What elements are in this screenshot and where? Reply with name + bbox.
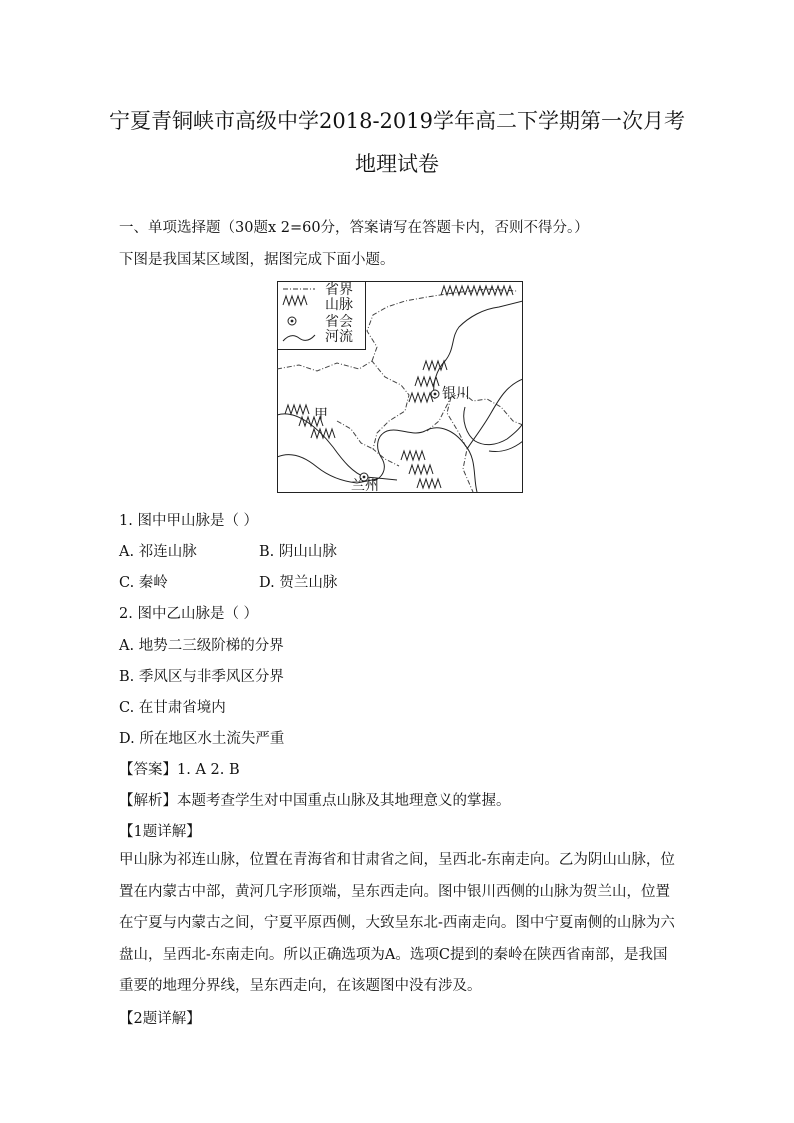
- question-2-option-c: C. 在甘肃省境内: [119, 700, 226, 716]
- question-1-option-a: A. 祁连山脉: [119, 544, 197, 560]
- answer-line: 【答案】1. A 2. B: [119, 762, 240, 778]
- detail-2-heading: 【2题详解】: [119, 1011, 201, 1027]
- region-map: [277, 281, 523, 493]
- detail-1-text: 甲山脉为祁连山脉，位置在青海省和甘肃省之间，呈西北-东南走向。乙为阴山山脉，位置在内蒙古中部，黄河几字形顶端，呈东西走向。图中银川西侧的山脉为贺兰山，位置在宁夏与内蒙古之间，宁夏平原西侧，大致呈东北-西南走向。图中宁夏南侧的山脉为六盘山，呈西北-东南走向。所以正确选项为A。选项C提到的秦岭在陕西省南部，是我国重要的地理分界线，呈东西走向，在该题图中没有涉及。: [119, 852, 675, 995]
- page-title: 宁夏青铜峡市高级中学2018-2019学年高二下学期第一次月考: [109, 109, 685, 133]
- legend-label-border: 省界: [325, 282, 353, 298]
- capital-yinchuan-icon: [431, 390, 439, 398]
- question-2-option-d: D. 所在地区水土流失严重: [119, 731, 285, 747]
- question-1-option-d: D. 贺兰山脉: [259, 575, 338, 591]
- question-2-stem: 2. 图中乙山脉是（ ）: [119, 606, 259, 622]
- section-heading: 一、单项选择题（30题x 2=60分，答案请写在答题卡内，否则不得分。）: [119, 220, 589, 236]
- label-lanzhou: 兰州: [351, 478, 379, 493]
- legend-label-capital: 省会: [325, 314, 353, 330]
- question-2-option-b: B. 季风区与非季风区分界: [119, 669, 284, 685]
- question-1-option-b: B. 阴山山脉: [259, 544, 337, 560]
- question-1-option-c: C. 秦岭: [119, 575, 168, 591]
- map-legend: [278, 281, 366, 350]
- legend-label-mountain: 山脉: [325, 297, 353, 313]
- section-intro: 下图是我国某区域图，据图完成下面小题。: [119, 252, 395, 268]
- question-1-stem: 1. 图中甲山脉是（ ）: [119, 513, 259, 529]
- label-yinchuan: 银川: [442, 386, 470, 402]
- label-jia: 甲: [314, 407, 328, 423]
- analysis-line: 【解析】本题考查学生对中国重点山脉及其地理意义的掌握。: [119, 793, 511, 809]
- legend-label-river: 河流: [325, 329, 353, 345]
- detail-1-heading: 【1题详解】: [119, 824, 201, 840]
- question-2-option-a: A. 地势二三级阶梯的分界: [119, 638, 284, 654]
- page-subtitle: 地理试卷: [355, 152, 439, 176]
